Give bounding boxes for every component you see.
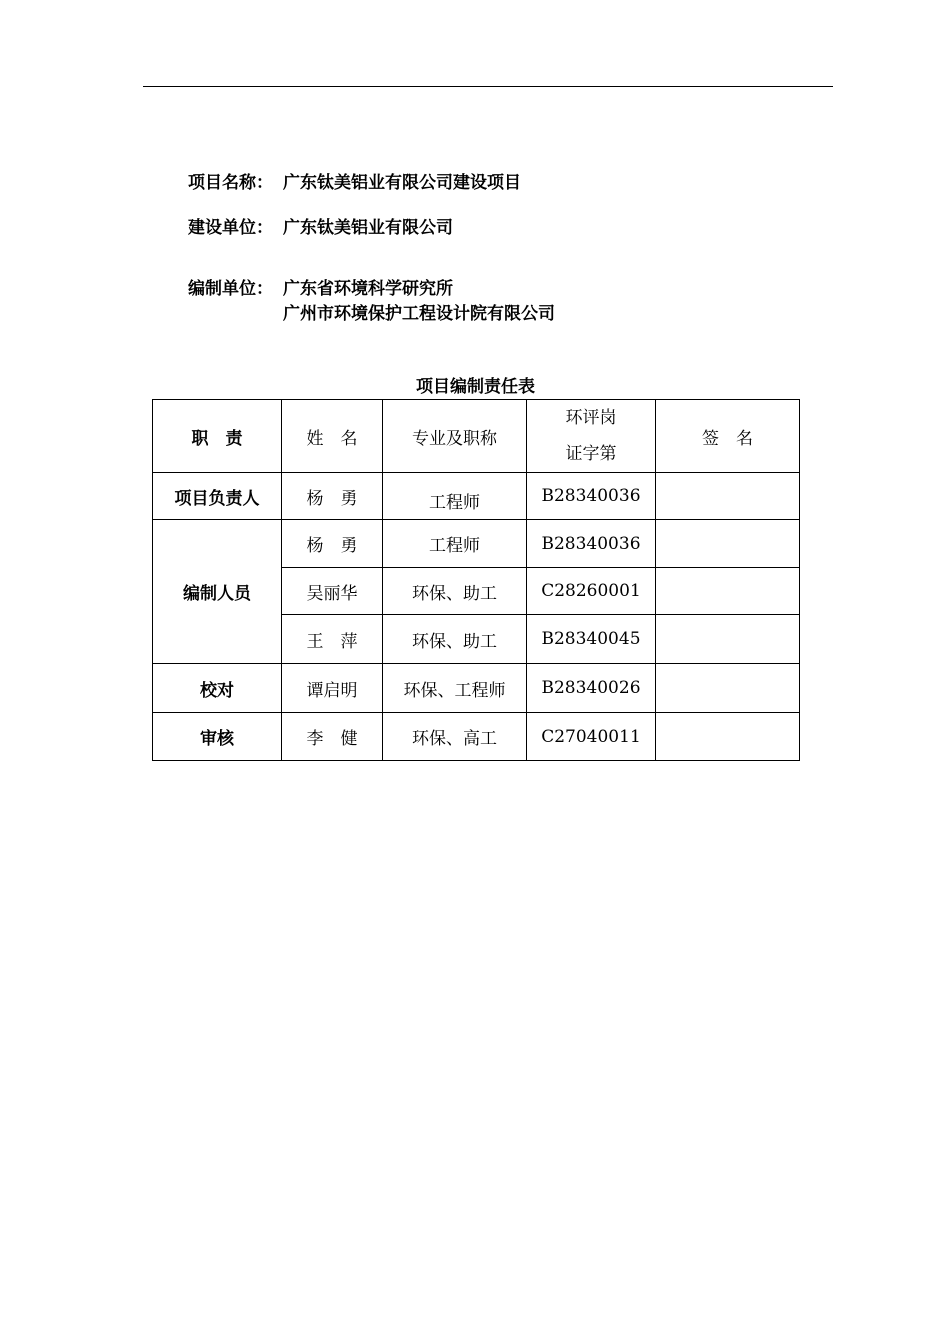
- header-sign: 签 名: [656, 400, 800, 473]
- header-name: 姓 名: [282, 400, 383, 473]
- header-cert-line1: 环评岗: [565, 408, 617, 428]
- name-cell: 杨 勇: [282, 520, 383, 568]
- compiler-value-1: 广东省环境科学研究所: [283, 279, 453, 299]
- name-cell: 谭启明: [282, 664, 383, 713]
- responsibility-table: [152, 399, 800, 761]
- table-row: [153, 473, 800, 520]
- builder-label: 建设单位：: [188, 218, 273, 238]
- header-title: 专业及职称: [383, 400, 527, 473]
- sign-cell: [656, 520, 800, 568]
- title-cell: 工程师: [383, 520, 527, 568]
- cert-cell: B28340026: [527, 664, 656, 713]
- title-cell: 环保、高工: [383, 713, 527, 761]
- title-cell: 环保、助工: [383, 615, 527, 664]
- compiler-label: 编制单位：: [188, 279, 273, 299]
- table-row: [153, 520, 800, 568]
- role-cell: 项目负责人: [153, 473, 282, 520]
- header-cert-line2: 证字第: [565, 444, 617, 464]
- name-cell: 杨 勇: [282, 473, 383, 520]
- compiler-line: [188, 278, 453, 300]
- sign-cell: [656, 713, 800, 761]
- name-cell: 王 萍: [282, 615, 383, 664]
- table-title: 项目编制责任表: [416, 377, 535, 397]
- table-row: [153, 664, 800, 713]
- project-name-line: [188, 172, 521, 194]
- cert-cell: B28340036: [527, 520, 656, 568]
- cert-cell: B28340045: [527, 615, 656, 664]
- sign-cell: [656, 473, 800, 520]
- header-cert: [527, 400, 656, 473]
- builder-value: 广东钛美铝业有限公司: [283, 218, 453, 238]
- builder-line: [188, 217, 453, 239]
- header-duty: 职 责: [153, 400, 282, 473]
- sign-cell: [656, 664, 800, 713]
- project-name-label: 项目名称：: [188, 173, 273, 193]
- header-rule: [143, 86, 833, 87]
- role-cell: 审核: [153, 713, 282, 761]
- cert-cell: C27040011: [527, 713, 656, 761]
- table-row: [153, 713, 800, 761]
- title-cell: 工程师: [383, 473, 527, 520]
- role-cell: 编制人员: [153, 520, 282, 664]
- title-cell: 环保、工程师: [383, 664, 527, 713]
- title-cell: 环保、助工: [383, 568, 527, 615]
- role-cell: 校对: [153, 664, 282, 713]
- project-name-value: 广东钛美铝业有限公司建设项目: [283, 173, 521, 193]
- cert-cell: C28260001: [527, 568, 656, 615]
- cert-cell: B28340036: [527, 473, 656, 520]
- name-cell: 吴丽华: [282, 568, 383, 615]
- sign-cell: [656, 568, 800, 615]
- compiler-value-2: 广州市环境保护工程设计院有限公司: [283, 304, 555, 324]
- name-cell: 李 健: [282, 713, 383, 761]
- sign-cell: [656, 615, 800, 664]
- table-header-row: [153, 400, 800, 473]
